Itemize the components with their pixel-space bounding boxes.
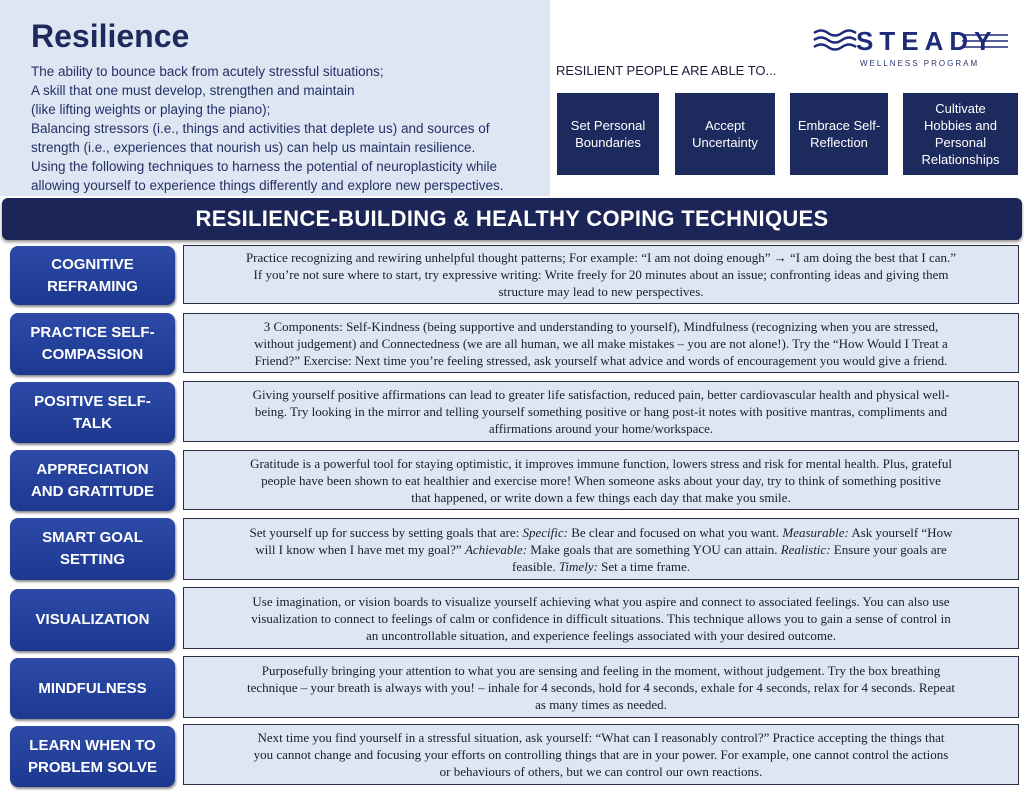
technique-desc-appreciation-gratitude xyxy=(183,450,1019,510)
technique-label-line: MINDFULNESS xyxy=(38,679,147,697)
technique-label-visualization xyxy=(10,589,175,651)
technique-desc-line: will I know when I have met my goal?” Achievable: Make goals that are something YOU can attain. Realistic: Ensure your goals are xyxy=(255,541,947,557)
technique-label-mindfulness xyxy=(10,658,175,719)
technique-desc-smart-goal-setting xyxy=(183,518,1019,580)
technique-desc-line: 3 Components: Self-Kindness (being supportive and understanding to yourself), Mindfulness (recognizing when you are stressed, xyxy=(263,318,939,334)
intro-line: Balancing stressors (i.e., things and activities that deplete us) and sources of xyxy=(31,121,490,136)
technique-label-self-compassion xyxy=(10,313,175,375)
techniques-banner xyxy=(2,198,1022,240)
able-item-hobbies xyxy=(903,93,1018,175)
technique-label-smart-goal-setting xyxy=(10,518,175,580)
technique-desc-line: Use imagination, or vision boards to visualize yourself achieving what you aspire and connect to associated feelings. You can also use xyxy=(252,593,950,609)
technique-desc-line: being. Try looking in the mirror and telling yourself something positive or hang post-it notes with positive mantras, compliments and xyxy=(254,404,948,419)
technique-label-line: AND GRATITUDE xyxy=(30,482,155,500)
technique-label-line: COMPASSION xyxy=(41,346,144,363)
technique-desc-line: Gratitude is a powerful tool for staying optimistic, it improves immune function, lowers stress and risk for mental health. Plus, grateful xyxy=(250,455,952,471)
technique-desc-line: an uncontrollable situation, and experience feelings associated with your desired outcome. xyxy=(365,627,836,643)
technique-label-line: SETTING xyxy=(59,551,125,568)
technique-label-line: LEARN WHEN TO xyxy=(29,736,156,754)
technique-desc-line: or behaviours of others, but we can control our own reactions. xyxy=(439,764,763,779)
technique-desc-self-compassion xyxy=(183,313,1019,373)
able-item-line: Set Personal xyxy=(570,118,646,133)
banner-title: RESILIENCE-BUILDING & HEALTHY COPING TECHNIQUES xyxy=(195,206,829,231)
technique-label-line: TALK xyxy=(73,414,112,432)
able-item-line: Cultivate xyxy=(935,101,986,116)
intro-line: A skill that one must develop, strengthen and maintain xyxy=(31,83,355,98)
intro-line: allowing yourself to experience things differently and explore new perspectives. xyxy=(31,178,504,193)
technique-desc-mindfulness xyxy=(183,656,1019,718)
technique-desc-line: Purposefully bringing your attention to what you are sensing and feeling in the moment, without judgement. Try the box breathing xyxy=(261,662,941,678)
logo-stripes xyxy=(962,33,1008,51)
able-item-line: Boundaries xyxy=(575,135,641,150)
technique-desc-line: visualization to connect to feelings of calm or confidence in difficult situations. This technique allows you to gain a sense of control in xyxy=(251,610,951,626)
logo-subtitle: WELLNESS PROGRAM xyxy=(860,59,980,68)
technique-desc-problem-solve xyxy=(183,724,1019,785)
technique-desc-line: affirmations around your home/workspace. xyxy=(488,421,714,436)
intro-panel xyxy=(0,0,550,196)
technique-label-cognitive-reframing xyxy=(10,246,175,305)
technique-desc-visualization xyxy=(183,587,1019,649)
technique-desc-line: Practice recognizing and rewiring unhelpful thought patterns; For example: “I am not doing enough” → “I am doing the best that I can.” xyxy=(245,250,957,265)
intro-text xyxy=(31,62,546,195)
technique-desc-line: as many times as needed. xyxy=(535,696,667,712)
technique-desc-line: people have been shown to eat healthier and exercise more! When someone asks about your day, try to think of something positive xyxy=(261,472,941,488)
technique-label-line: PROBLEM SOLVE xyxy=(28,758,157,776)
intro-line: strength (i.e., experiences that nourish us) can help us maintain resilience. xyxy=(31,140,476,155)
technique-label-line: SMART GOAL xyxy=(42,529,143,546)
technique-label-line: REFRAMING xyxy=(47,277,138,295)
intro-line: (like lifting weights or playing the piano); xyxy=(31,102,271,117)
technique-desc-line: If you’re not sure where to start, try expressive writing: Write freely for 20 minutes about an issue; confronting ideas and giving them xyxy=(253,267,949,282)
technique-desc-line: Giving yourself positive affirmations can lead to greater life satisfaction, reduced pain, better cardiovascular health and physical well- xyxy=(252,387,950,402)
able-item-line: Personal xyxy=(934,135,987,150)
able-item-line: Accept xyxy=(705,118,745,133)
technique-label-line: VISUALIZATION xyxy=(35,611,150,628)
able-item-line: Embrace Self- xyxy=(797,118,881,133)
able-item-line: Reflection xyxy=(810,135,868,150)
technique-desc-positive-self-talk xyxy=(183,381,1019,442)
technique-label-line: PRACTICE SELF- xyxy=(30,324,155,341)
able-item-line: Hobbies and xyxy=(923,118,997,133)
technique-desc-line: technique – your breath is always with you! – inhale for 4 seconds, hold for 4 seconds, exhale for 4 seconds, relax for 4 seconds. Repeat xyxy=(247,679,955,695)
technique-desc-line: Friend?” Exercise: Next time you’re feeling stressed, ask yourself what advice and words of encouragement you would give a friend. xyxy=(254,352,948,368)
wave-lines-icon xyxy=(812,27,858,55)
steady-logo xyxy=(812,24,1012,74)
intro-line: The ability to bounce back from acutely stressful situations; xyxy=(31,64,384,79)
technique-desc-line: you cannot change and focusing your efforts on controlling things that are in your power. For example, one cannot control the actions xyxy=(253,747,949,762)
technique-label-line: APPRECIATION xyxy=(36,460,149,478)
technique-desc-line: Set yourself up for success by setting goals that are: Specific: Be clear and focused on what you want. Measurable: Ask yourself “How xyxy=(249,524,953,540)
able-item-self-reflection xyxy=(790,93,888,175)
technique-desc-line: Next time you find yourself in a stressful situation, ask yourself: “What can I reasonably control?” Practice accepting the things that xyxy=(257,730,945,745)
technique-desc-line: that happened, or write down a few things each day that make you smile. xyxy=(411,489,791,505)
intro-line: Using the following techniques to harness the potential of neuroplasticity while xyxy=(31,159,498,174)
technique-label-line: COGNITIVE xyxy=(51,255,134,273)
technique-desc-cognitive-reframing xyxy=(183,245,1019,304)
able-heading: RESILIENT PEOPLE ARE ABLE TO... xyxy=(556,63,777,78)
technique-desc-line: structure may lead to new perspectives. xyxy=(498,284,704,299)
able-item-line: Relationships xyxy=(921,152,1000,167)
technique-label-problem-solve xyxy=(10,726,175,787)
technique-desc-line: feasible. Timely: Set a time frame. xyxy=(512,558,690,574)
technique-label-positive-self-talk xyxy=(10,382,175,443)
technique-desc-line: without judgement) and Connectedness (we are all human, we all make mistakes – you are not alone!). Try the “How Would I Treat a xyxy=(254,335,948,351)
technique-label-appreciation-gratitude xyxy=(10,450,175,511)
able-item-boundaries xyxy=(557,93,659,175)
technique-label-line: POSITIVE SELF- xyxy=(34,392,151,410)
able-item-uncertainty xyxy=(675,93,775,175)
page-title: Resilience xyxy=(31,18,190,54)
logo-wordmark: STEADY xyxy=(856,26,998,56)
able-item-line: Uncertainty xyxy=(692,135,758,150)
